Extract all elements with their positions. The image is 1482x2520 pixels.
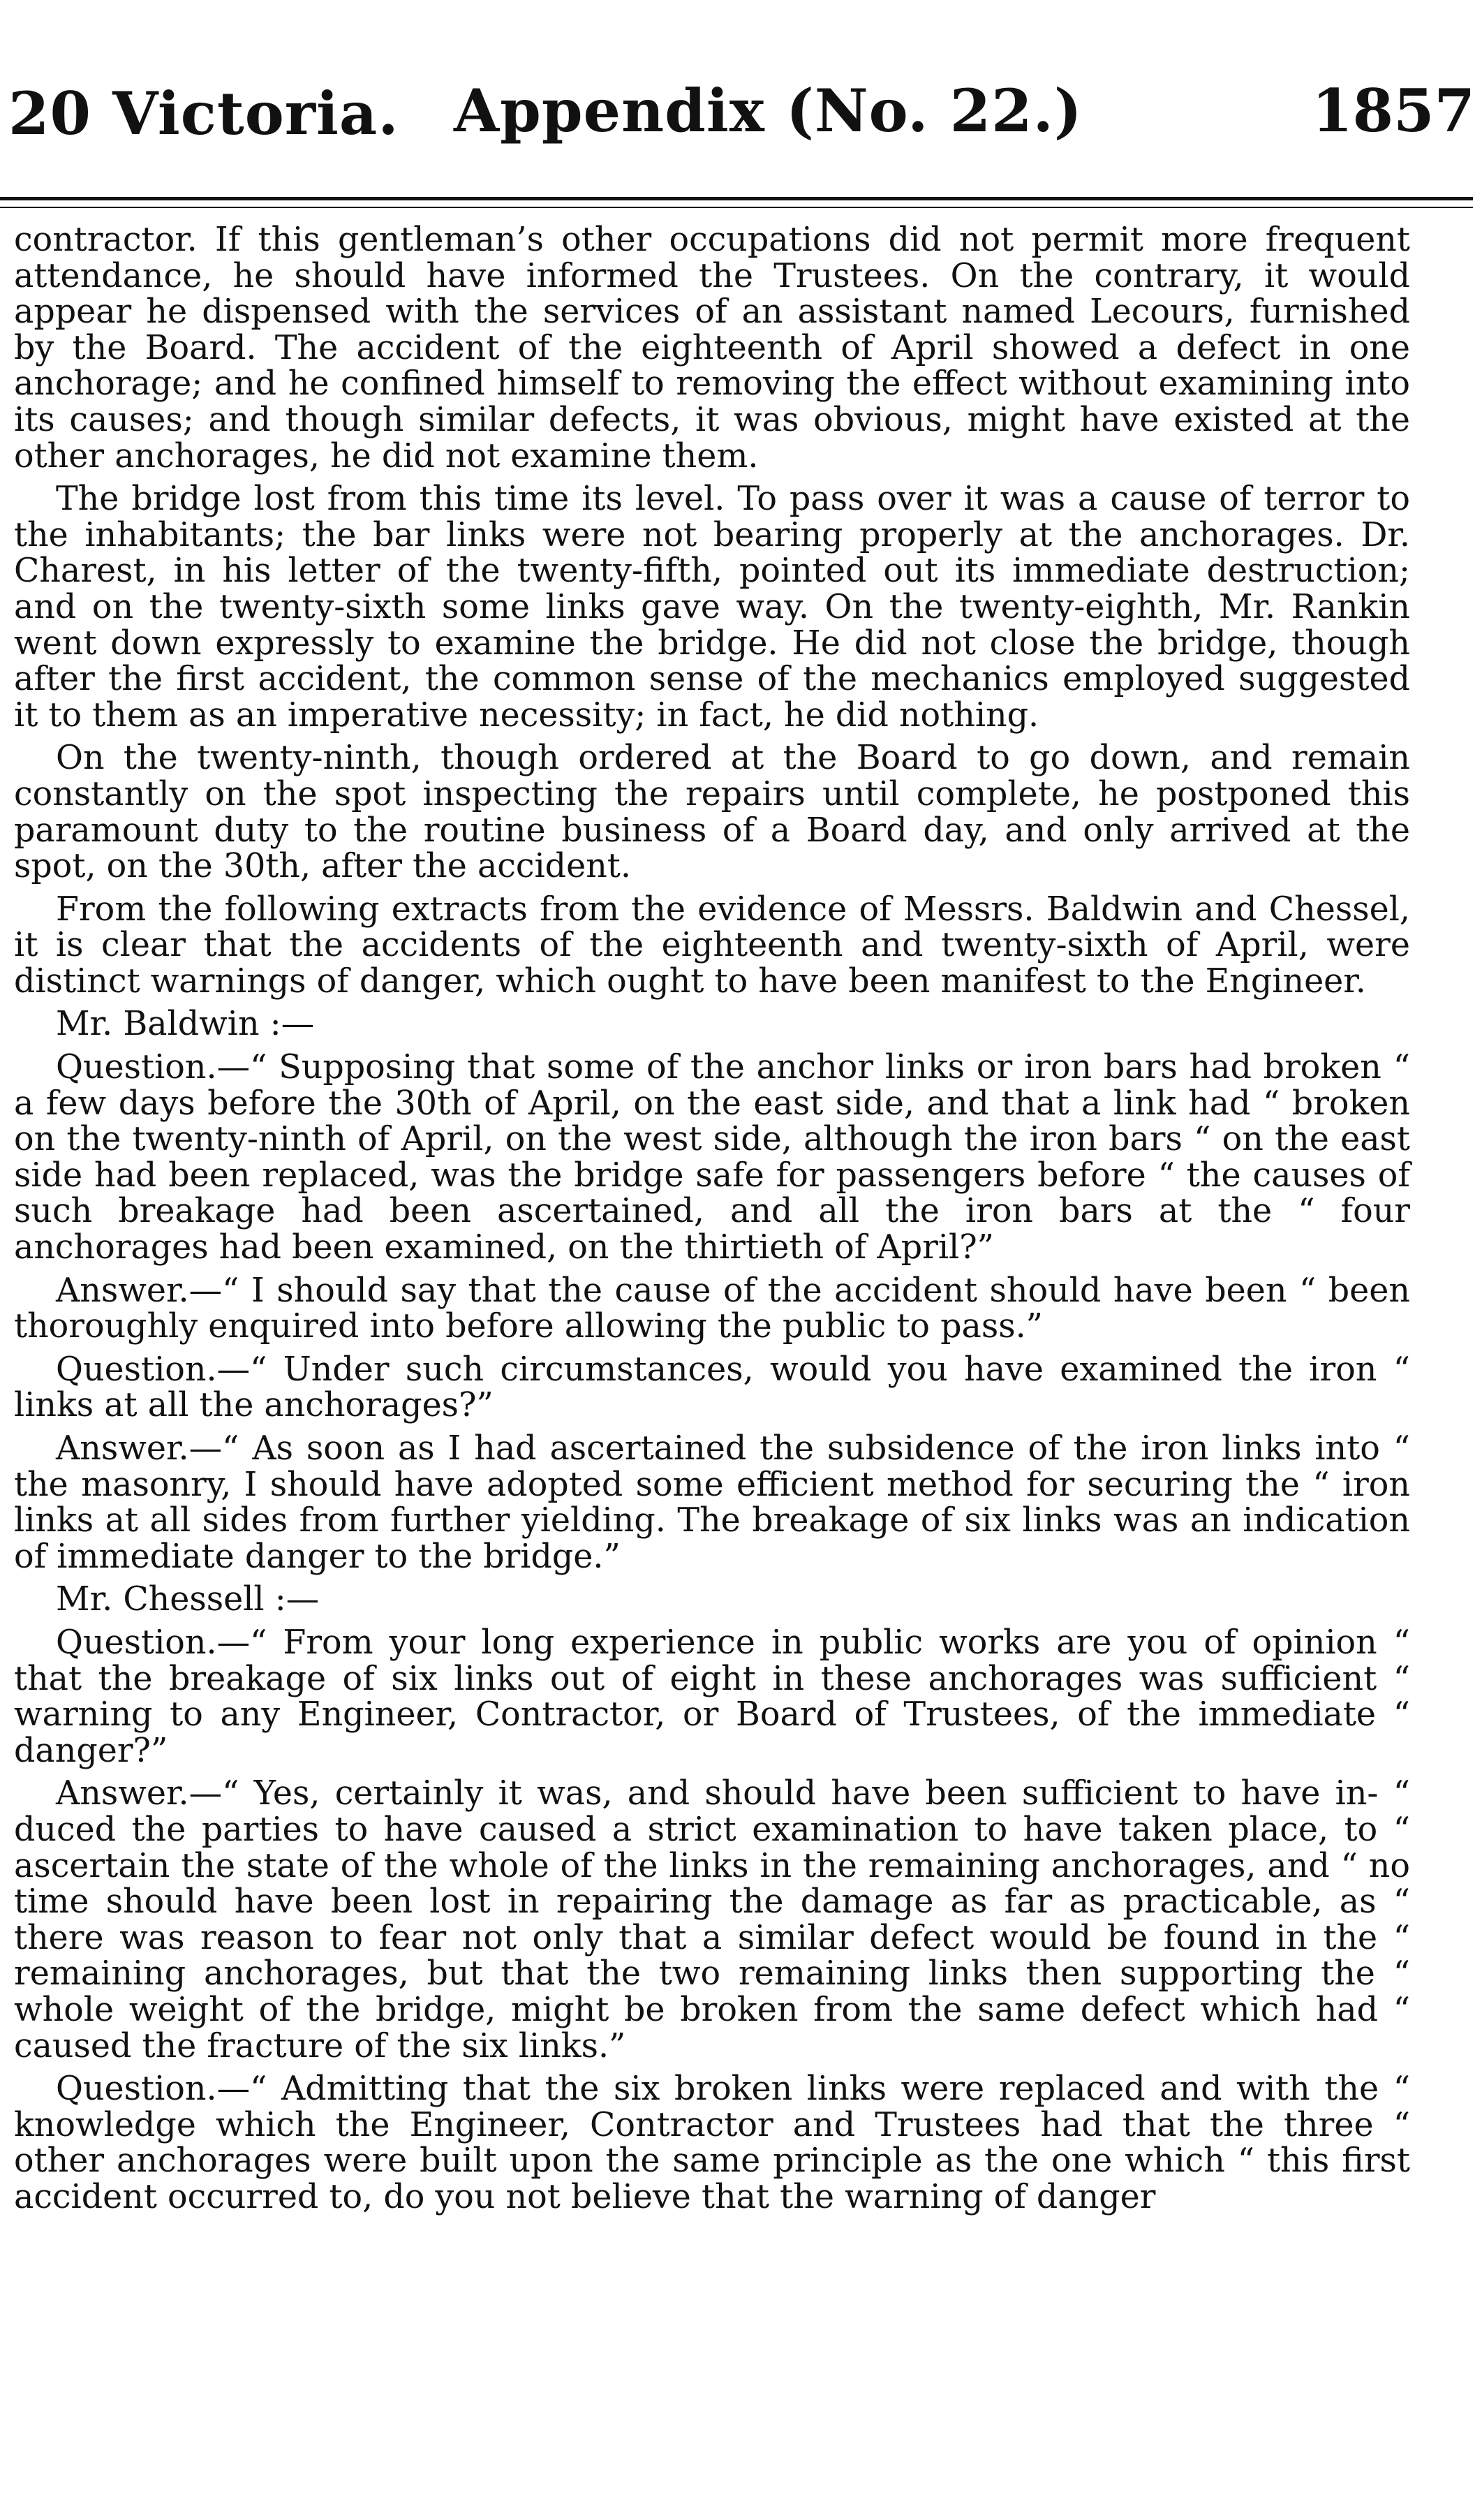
document-body (14, 222, 1410, 2215)
header-appendix-title: Appendix (No. 22.) (454, 76, 1083, 145)
speaker-baldwin: Mr. Baldwin :— (56, 1005, 315, 1044)
paragraph-contractor: contractor. If this gentleman’s other occupations did not permit more frequent attendance, he should have informed the Trustees. On the contrary, it would appear he dispensed with the services of an assistant named Lecours, furnished by the Board. The accident of the eighteenth of April showed a defect in one anchorage; and he confined himself to removing the effect without examining into its causes; and though similar defects, it was obvious, might have existed at the other anchorages, he did not examine them. (14, 221, 1410, 476)
baldwin-answer-1: Answer.—“ I should say that the cause of the accident should have been “ been thoroughly enquired into before allowing the public to pass.” (14, 1271, 1410, 1346)
paragraph-bridge-level: The bridge lost from this time its level. To pass over it was a cause of terror to the inhabitants; the bar links were not bearing properly at the anchorages. Dr. Charest, in his letter of the twenty-fifth, pointed out its immediate destruction; and on the twenty-sixth some links gave way. On the twenty-eighth, Mr. Rankin went down expressly to examine the bridge. He did not close the bridge, though after the first accident, the common sense of the mechanics employed suggested it to them as an imperative necessity; in fact, he did nothing. (14, 480, 1410, 735)
chessell-question-2: Question.—“ Admitting that the six broken links were replaced and with the “ knowledge which the Engineer, Contractor and Trustees had that the three “ other anchorages were built upon the same principle as the one which “ this first accident occurred to, do you not believe that the warning of danger (14, 2070, 1410, 2216)
header-year: 1857 (1312, 76, 1475, 145)
baldwin-question-1: Question.—“ Supposing that some of the anchor links or iron bars had broken “ a few days before the 30th of April, on the east side, and that a link had “ broken on the twenty-ninth of April, on the west side, although the iron bars “ on the east side had been replaced, was the bridge safe for passengers before “ the causes of such breakage had been ascertained, and all the iron bars at the “ four anchorages had been examined, on the thirtieth of April?” (14, 1048, 1410, 1267)
page-header (0, 66, 1482, 148)
header-rule-thin (0, 207, 1473, 208)
speaker-chessell: Mr. Chessell :— (56, 1580, 320, 1619)
chessell-question-1: Question.—“ From your long experience in public works are you of opinion “ that the breakage of six links out of eight in these anchorages was sufficient “ warning to any Engineer, Contractor, or Board of Trustees, of the immediate “ danger?” (14, 1623, 1410, 1770)
baldwin-answer-2: Answer.—“ As soon as I had ascertained the subsidence of the iron links into “ the masonry, I should have adopted some efficient method for securing the “ iron links at all sides from further yielding. The breakage of six links was an indication of immediate danger to the bridge.” (14, 1429, 1410, 1576)
paragraph-twenty-ninth: On the twenty-ninth, though ordered at the Board to go down, and remain constantly on the spot inspecting the repairs until complete, he postponed this paramount duty to the routine business of a Board day, and only arrived at the spot, on the 30th, after the accident. (14, 739, 1410, 886)
baldwin-question-2: Question.—“ Under such circumstances, would you have examined the iron “ links at all the anchorages?” (14, 1350, 1410, 1425)
header-rule-thick (0, 197, 1473, 200)
chessell-answer-1: Answer.—“ Yes, certainly it was, and should have been sufficient to have in- “ duced the parties to have caused a strict examination to have taken place, to “ ascertain the state of the whole of the links in the remaining anchorages, and “ no time should have been lost in repairing the damage as far as practicable, as “ there was reason to fear not only that a similar defect would be found in the “ remaining anchorages, but that the two remaining links then supporting the “ whole weight of the bridge, might be broken from the same defect which had “ caused the fracture of the six links.” (14, 1774, 1410, 2065)
paragraph-extracts-intro: From the following extracts from the evidence of Messrs. Baldwin and Chessel, it is clear that the accidents of the eighteenth and twenty-sixth of April, were distinct warnings of danger, which ought to have been manifest to the Engineer. (14, 890, 1410, 1001)
header-regnal-year: 20 Victoria. (8, 79, 399, 148)
